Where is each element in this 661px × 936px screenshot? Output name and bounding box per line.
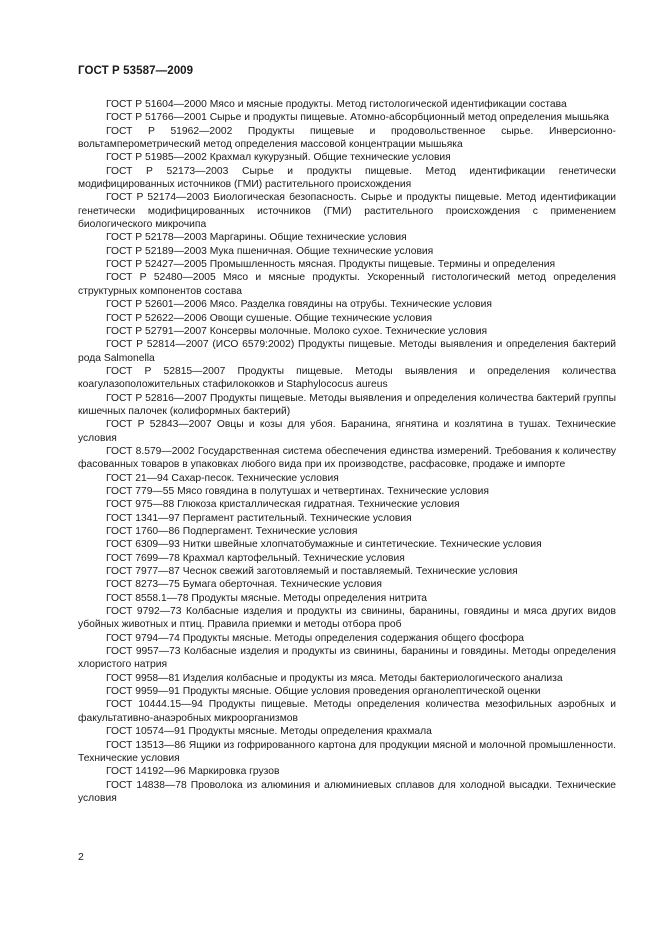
reference-entry [78, 472, 616, 485]
document-code-header: ГОСТ Р 53587—2009 [78, 65, 194, 77]
reference-code: ГОСТ Р 51766—2001 [106, 112, 207, 124]
reference-title: Глюкоза кристаллическая гидратная. Технические условия [177, 499, 460, 511]
reference-entry [78, 739, 616, 766]
reference-code: ГОСТ 1341—97 [106, 512, 180, 524]
reference-code: ГОСТ Р 52815—2007 [106, 365, 226, 377]
reference-entry [78, 392, 616, 419]
reference-title: Чеснок свежий заготовляемый и поставляемый. Технические условия [182, 566, 518, 578]
reference-code: ГОСТ 7977—87 [106, 566, 180, 578]
reference-title: Маргарины. Общие технические условия [209, 232, 407, 244]
reference-title: Ящики из гофрированного картона для продукции мясной и молочной промышленности. Технические условия [78, 739, 616, 764]
reference-title: Проволока из алюминия и алюминиевых сплавов для холодной высадки. Технические условия [78, 779, 616, 804]
reference-code: ГОСТ Р 52427—2005 [106, 259, 207, 271]
reference-entry [78, 98, 616, 111]
reference-code: ГОСТ Р 51604—2000 [106, 99, 207, 110]
reference-entry [78, 445, 616, 472]
reference-code: ГОСТ 779—55 [106, 485, 175, 497]
reference-entry [78, 418, 616, 445]
reference-entry [78, 338, 616, 365]
reference-title: Овощи сушеные. Общие технические условия [209, 312, 433, 324]
reference-title: Маркировка грузов [188, 766, 280, 778]
reference-code: ГОСТ 9957—73 [106, 646, 181, 658]
reference-title: Консервы молочные. Молоко сухое. Технические условия [209, 325, 488, 337]
reference-title: Продукты мясные. Методы определения нитрита [191, 592, 428, 604]
reference-title: Продукты пищевые. Методы выявления и определения количества бактерий группы кишечных палочек (колиформных бактерий) [78, 392, 616, 417]
normative-references-list [78, 98, 616, 805]
reference-code: ГОСТ 1760—86 [106, 526, 180, 537]
reference-code: ГОСТ Р 52178—2003 [106, 232, 207, 244]
reference-title: Продукты мясные. Методы определения крахмала [188, 726, 432, 738]
reference-title: Мясо говядина в полутушах и четвертинах. Технические условия [177, 485, 489, 497]
reference-code: ГОСТ 9959—91 [106, 686, 180, 698]
reference-entry [78, 698, 616, 725]
reference-entry [78, 725, 616, 738]
reference-code: ГОСТ Р 52173—2003 [106, 165, 229, 177]
reference-code: ГОСТ 9792—73 [106, 606, 182, 618]
reference-title: Бумага оберточная. Технические условия [182, 579, 382, 591]
reference-code: ГОСТ 10444.15—94 [106, 699, 203, 711]
reference-code: ГОСТ Р 51985—2002 [106, 152, 207, 164]
reference-entry [78, 632, 616, 645]
reference-code: ГОСТ 13513—86 [106, 739, 186, 751]
reference-code: ГОСТ 21—94 [106, 472, 169, 484]
reference-title: Крахмал кукурузный. Общие технические условия [209, 152, 451, 164]
reference-entry [78, 565, 616, 578]
reference-entry [78, 672, 616, 685]
reference-title: Продукты мясные. Методы определения содержания общего фосфора [182, 632, 525, 644]
reference-entry [78, 592, 616, 605]
reference-entry [78, 578, 616, 591]
reference-title: Мясо и мясные продукты. Ускоренный гистологический метод определения структурных компонентов состава [78, 272, 616, 297]
reference-code: ГОСТ Р 52791—2007 [106, 325, 207, 337]
reference-title: Колбасные изделия и продукты из свинины, баранины и говядины. Методы определения хлористого натрия [78, 646, 616, 671]
reference-code: ГОСТ Р 51962—2002 [106, 125, 233, 137]
reference-entry [78, 165, 616, 192]
reference-title: Пергамент растительный. Технические условия [182, 512, 412, 524]
reference-entry [78, 258, 616, 271]
reference-code: ГОСТ Р 52814—2007 (ИСО 6579:2002) [106, 339, 295, 351]
reference-code: ГОСТ 14192—96 [106, 766, 186, 778]
reference-entry [78, 552, 616, 565]
reference-title: Нитки швейные хлопчатобумажные и синтетические. Технические условия [182, 539, 542, 551]
reference-title: Биологическая безопасность. Сырье и продукты пищевые. Метод идентификации генетически модифицированных источников (ГМИ) растительного происхождения с применением биологического микрочипа [78, 192, 616, 231]
reference-entry [78, 685, 616, 698]
reference-entry [78, 645, 616, 672]
reference-entry [78, 538, 616, 551]
reference-code: ГОСТ 9794—74 [106, 632, 180, 644]
reference-entry [78, 231, 616, 244]
reference-entry [78, 151, 616, 164]
reference-title: Подпергамент. Технические условия [182, 526, 358, 537]
reference-title: Промышленность мясная. Продукты пищевые. Термины и определения [209, 259, 556, 271]
reference-entry [78, 365, 616, 392]
reference-entry [78, 111, 616, 124]
reference-title: Продукты пищевые. Методы выявления и определения бактерий рода Salmonella [78, 339, 616, 364]
reference-code: ГОСТ Р 52816—2007 [106, 392, 208, 404]
reference-title: Овцы и козы для убоя. Баранина, ягнятина и козлятина в тушах. Технические условия [78, 419, 616, 444]
reference-entry [78, 191, 616, 231]
reference-code: ГОСТ Р 52189—2003 [106, 245, 207, 257]
reference-code: ГОСТ Р 52480—2005 [106, 272, 216, 284]
reference-code: ГОСТ Р 52174—2003 [106, 192, 210, 204]
reference-entry [78, 271, 616, 298]
reference-entry [78, 525, 616, 538]
reference-title: Сахар-песок. Технические условия [171, 472, 339, 484]
reference-code: ГОСТ 8.579—2002 [106, 445, 195, 457]
reference-entry [78, 779, 616, 806]
reference-title: Сырье и продукты пищевые. Метод идентификации генетически модифицированных источников (ГМИ) растительного происхождения [78, 165, 616, 191]
reference-code: ГОСТ 8273—75 [106, 579, 180, 591]
reference-entry [78, 325, 616, 338]
reference-title: Продукты мясные. Общие условия проведения органолептической оценки [182, 686, 541, 698]
reference-entry [78, 498, 616, 511]
reference-code: ГОСТ 6309—93 [106, 539, 180, 551]
reference-entry [78, 512, 616, 525]
reference-entry [78, 312, 616, 325]
reference-code: ГОСТ 14838—78 [106, 779, 187, 791]
reference-code: ГОСТ Р 52843—2007 [106, 419, 212, 431]
page-number: 2 [78, 851, 84, 863]
reference-title: Мясо. Разделка говядины на отрубы. Технические условия [209, 299, 492, 311]
reference-code: ГОСТ 7699—78 [106, 552, 180, 564]
reference-title: Сырье и продукты пищевые. Атомно-абсорбционный метод определения мышьяка [209, 112, 609, 124]
reference-entry [78, 485, 616, 498]
reference-code: ГОСТ 9958—81 [106, 672, 180, 684]
reference-title: Крахмал картофельный. Технические условия [182, 552, 405, 564]
reference-entry [78, 605, 616, 632]
reference-title: Государственная система обеспечения единства измерений. Требования к количеству фасованных товаров в упаковках любого вида при их производстве, расфасовке, продаже и импорте [78, 445, 616, 471]
reference-entry [78, 298, 616, 311]
reference-title: Мясо и мясные продукты. Метод гистологической идентификации состава [209, 99, 567, 110]
reference-code: ГОСТ 8558.1—78 [106, 592, 189, 604]
reference-title: Изделия колбасные и продукты из мяса. Методы бактериологического анализа [182, 672, 563, 684]
reference-entry [78, 245, 616, 258]
reference-code: ГОСТ 10574—91 [106, 726, 186, 738]
reference-entry [78, 125, 616, 152]
reference-title: Продукты пищевые. Методы определения количества мезофильных аэробных и факультативно-анаэробных микроорганизмов [78, 699, 616, 724]
reference-entry [78, 765, 616, 778]
reference-code: ГОСТ 975—88 [106, 499, 175, 511]
reference-title: Продукты пищевые и продовольственное сырье. Инверсионно-вольтамперометрический метод определения массовой концентрации мышьяка [78, 125, 616, 151]
reference-title: Колбасные изделия и продукты из свинины, баранины, говядины и мяса других видов убойных животных и птиц. Правила приемки и методы отбора проб [78, 606, 616, 631]
reference-title: Продукты пищевые. Методы выявления и определения количества коагулазоположительных стафилококков и Staphylococus aureus [78, 365, 616, 391]
reference-code: ГОСТ Р 52622—2006 [106, 312, 207, 324]
reference-title: Мука пшеничная. Общие технические условия [209, 245, 434, 257]
reference-code: ГОСТ Р 52601—2006 [106, 299, 207, 311]
